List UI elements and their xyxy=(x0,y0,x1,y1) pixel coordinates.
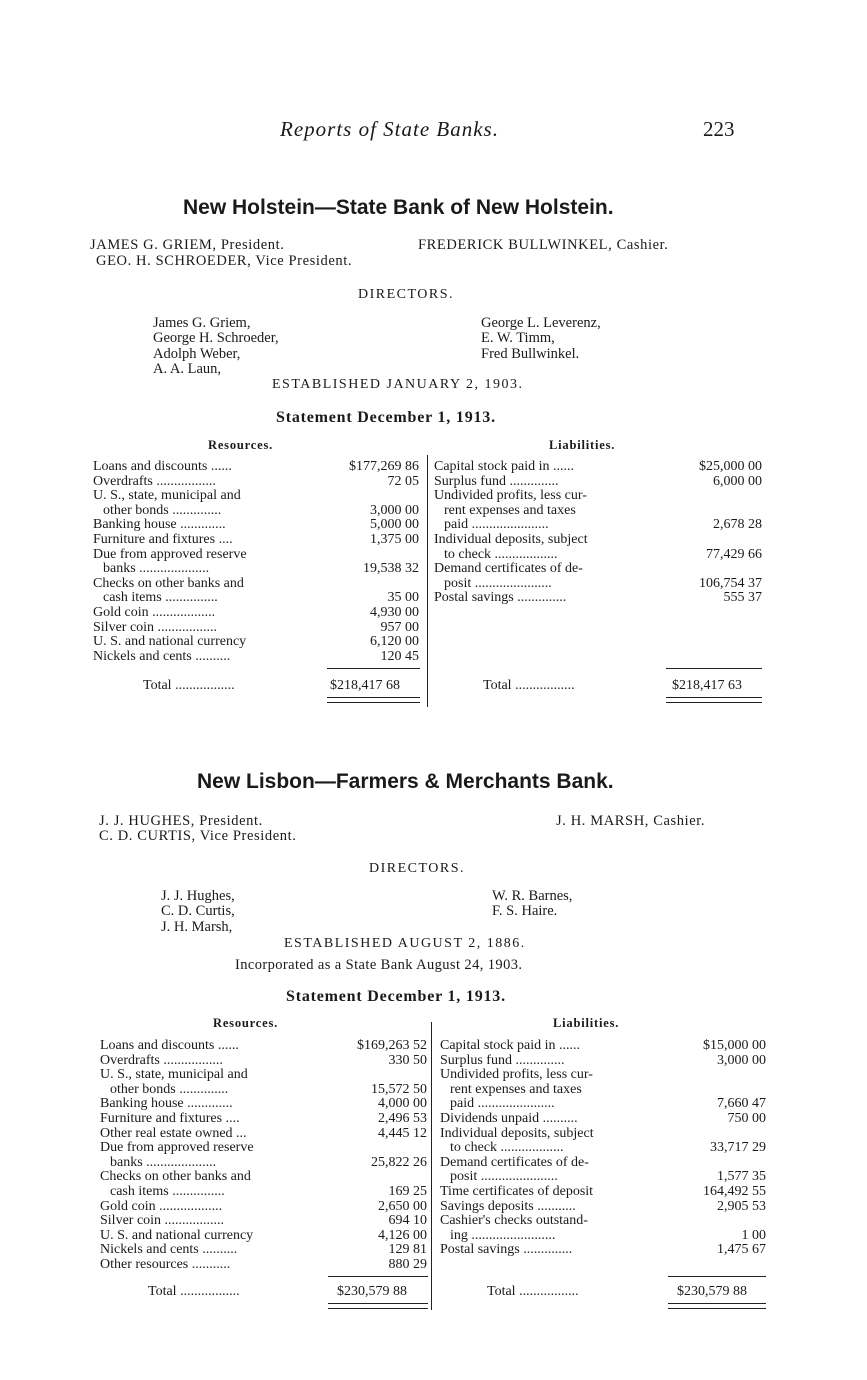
table-row xyxy=(93,504,419,519)
table-row xyxy=(93,591,419,606)
subtotal-rule xyxy=(327,668,420,669)
row-label: posit ...................... xyxy=(450,1169,558,1185)
table-row xyxy=(93,489,419,504)
row-label: rent expenses and taxes xyxy=(444,502,576,518)
table-row xyxy=(434,475,762,490)
table-row xyxy=(434,489,762,504)
row-label: Due from approved reserve xyxy=(93,546,247,562)
table-row xyxy=(440,1112,766,1127)
directors-left xyxy=(161,889,235,935)
bank-title: New Lisbon—Farmers & Merchants Bank. xyxy=(197,770,614,793)
row-amount: 3,000 00 xyxy=(370,502,419,518)
row-amount: $177,269 86 xyxy=(349,459,419,474)
table-row xyxy=(440,1068,766,1083)
table-row xyxy=(100,1068,427,1083)
row-label: Nickels and cents .......... xyxy=(100,1242,238,1258)
table-row xyxy=(93,606,419,621)
row-label: other bonds .............. xyxy=(103,502,222,518)
row-label: Demand certificates of de- xyxy=(434,561,583,577)
row-amount: 880 29 xyxy=(388,1256,427,1272)
table-row xyxy=(100,1156,427,1171)
directors-right xyxy=(481,316,601,362)
row-label: Silver coin ................. xyxy=(93,619,218,635)
row-label: Furniture and fixtures .... xyxy=(100,1110,240,1126)
row-amount: 1 00 xyxy=(741,1227,766,1243)
row-label: Loans and discounts ...... xyxy=(93,459,232,474)
row-label: Checks on other banks and xyxy=(93,575,244,591)
row-amount: 555 37 xyxy=(723,590,762,606)
directors-right xyxy=(492,889,572,920)
row-label: Dividends unpaid .......... xyxy=(440,1110,578,1126)
director-name: E. W. Timm, xyxy=(481,330,555,347)
row-label: Surplus fund .............. xyxy=(434,473,559,489)
row-amount: 957 00 xyxy=(380,619,419,635)
table-row xyxy=(440,1039,766,1054)
table-row xyxy=(93,621,419,636)
resources-table xyxy=(100,1039,427,1273)
table-row xyxy=(93,562,419,577)
column-divider xyxy=(427,455,428,707)
row-label: banks .................... xyxy=(103,561,210,577)
row-label: U. S. and national currency xyxy=(93,634,247,650)
table-row xyxy=(93,518,419,533)
row-amount: 7,660 47 xyxy=(717,1096,766,1112)
table-row xyxy=(100,1214,427,1229)
column-divider xyxy=(431,1022,432,1310)
table-row xyxy=(100,1141,427,1156)
table-row xyxy=(93,460,419,475)
row-amount: 77,429 66 xyxy=(706,546,762,562)
liabilities-total-value: $230,579 88 xyxy=(677,1284,747,1299)
row-label: Capital stock paid in ...... xyxy=(440,1038,580,1053)
row-label: Undivided profits, less cur- xyxy=(440,1067,593,1083)
row-label: Capital stock paid in ...... xyxy=(434,459,574,474)
liabilities-total-label: Total ................. xyxy=(487,1284,579,1299)
table-row xyxy=(434,591,762,606)
cashier: J. H. MARSH, Cashier. xyxy=(556,813,706,829)
director-name: George L. Leverenz, xyxy=(481,315,601,331)
liabilities-table xyxy=(434,460,762,606)
director-name: Fred Bullwinkel. xyxy=(481,345,580,362)
director-name: C. D. Curtis, xyxy=(161,903,235,920)
table-row xyxy=(100,1127,427,1142)
resources-total-value: $218,417 68 xyxy=(330,678,400,693)
row-amount: 1,375 00 xyxy=(370,531,419,547)
table-row xyxy=(440,1054,766,1069)
table-row xyxy=(434,533,762,548)
row-amount: $25,000 00 xyxy=(699,459,762,474)
row-label: rent expenses and taxes xyxy=(450,1081,582,1097)
row-label: Other resources ........... xyxy=(100,1256,231,1272)
table-row xyxy=(100,1258,427,1273)
row-amount: $15,000 00 xyxy=(703,1038,766,1053)
row-amount: 33,717 29 xyxy=(710,1140,766,1156)
row-amount: 120 45 xyxy=(380,648,419,664)
table-row xyxy=(440,1141,766,1156)
established-date: ESTABLISHED JANUARY 2, 1903. xyxy=(272,377,524,392)
row-amount: 35 00 xyxy=(387,590,419,606)
row-label: Overdrafts ................. xyxy=(93,473,216,489)
row-amount: 4,445 12 xyxy=(378,1125,427,1141)
row-label: Other real estate owned ... xyxy=(100,1125,247,1141)
table-row xyxy=(434,460,762,475)
table-row xyxy=(440,1214,766,1229)
table-row xyxy=(100,1083,427,1098)
row-amount: $169,263 52 xyxy=(357,1038,427,1053)
resources-heading: Resources. xyxy=(208,438,274,452)
row-label: ing ........................ xyxy=(450,1227,556,1243)
table-row xyxy=(434,577,762,592)
director-name: F. S. Haire. xyxy=(492,903,558,920)
total-double-rule xyxy=(668,1303,766,1309)
row-label: Silver coin ................. xyxy=(100,1213,225,1229)
total-double-rule xyxy=(327,697,420,703)
row-label: Postal savings .............. xyxy=(434,590,567,606)
row-label: Furniture and fixtures .... xyxy=(93,531,233,547)
row-label: cash items ............... xyxy=(110,1183,225,1199)
row-label: U. S. and national currency xyxy=(100,1227,254,1243)
row-label: Checks on other banks and xyxy=(100,1169,251,1185)
row-label: Gold coin .................. xyxy=(100,1198,223,1214)
table-row xyxy=(100,1170,427,1185)
director-name: J. J. Hughes, xyxy=(161,888,235,904)
row-label: U. S., state, municipal and xyxy=(100,1067,248,1083)
running-header-title: Reports of State Banks. xyxy=(280,117,499,141)
row-amount: 2,905 53 xyxy=(717,1198,766,1214)
row-amount: 694 10 xyxy=(388,1213,427,1229)
row-label: other bonds .............. xyxy=(110,1081,229,1097)
incorporated-date: Incorporated as a State Bank August 24, 1903. xyxy=(235,957,523,973)
row-label: Time certificates of deposit xyxy=(440,1183,594,1199)
resources-total-label: Total ................. xyxy=(143,678,235,693)
row-amount: 19,538 32 xyxy=(363,561,419,577)
table-row xyxy=(100,1185,427,1200)
table-row xyxy=(93,577,419,592)
table-row xyxy=(100,1229,427,1244)
director-name: Adolph Weber, xyxy=(153,345,241,362)
row-amount: 6,000 00 xyxy=(713,473,762,489)
total-double-rule xyxy=(666,697,762,703)
row-amount: 5,000 00 xyxy=(370,517,419,533)
table-row xyxy=(434,504,762,519)
cashier: FREDERICK BULLWINKEL, Cashier. xyxy=(418,237,669,253)
table-row xyxy=(93,635,419,650)
row-amount: 2,650 00 xyxy=(378,1198,427,1214)
row-label: Postal savings .............. xyxy=(440,1242,573,1258)
table-row xyxy=(100,1200,427,1215)
table-row xyxy=(93,533,419,548)
table-row xyxy=(440,1097,766,1112)
row-label: Banking house ............. xyxy=(93,517,226,533)
row-amount: 72 05 xyxy=(387,473,419,489)
table-row xyxy=(93,650,419,665)
row-label: Surplus fund .............. xyxy=(440,1052,565,1068)
row-label: Overdrafts ................. xyxy=(100,1052,223,1068)
row-label: Nickels and cents .......... xyxy=(93,648,231,664)
director-name: George H. Schroeder, xyxy=(153,330,279,347)
table-row xyxy=(440,1083,766,1098)
row-amount: 169 25 xyxy=(388,1183,427,1199)
statement-heading: Statement December 1, 1913. xyxy=(276,409,496,426)
resources-heading: Resources. xyxy=(213,1016,279,1030)
table-row xyxy=(440,1156,766,1171)
row-amount: 2,678 28 xyxy=(713,517,762,533)
vice-president: GEO. H. SCHROEDER, Vice President. xyxy=(96,253,353,269)
table-row xyxy=(100,1112,427,1127)
table-row xyxy=(440,1200,766,1215)
subtotal-rule xyxy=(666,668,762,669)
president: JAMES G. GRIEM, President. xyxy=(90,237,285,253)
table-row xyxy=(100,1097,427,1112)
row-label: Due from approved reserve xyxy=(100,1140,254,1156)
table-row xyxy=(93,475,419,490)
directors-left xyxy=(153,316,279,377)
table-row xyxy=(440,1170,766,1185)
table-row xyxy=(93,548,419,563)
row-label: Loans and discounts ...... xyxy=(100,1038,239,1053)
resources-total-value: $230,579 88 xyxy=(337,1284,407,1299)
page-number: 223 xyxy=(703,117,735,141)
row-label: Cashier's checks outstand- xyxy=(440,1213,588,1229)
table-row xyxy=(434,518,762,533)
row-amount: 4,930 00 xyxy=(370,604,419,620)
president: J. J. HUGHES, President. xyxy=(99,813,263,829)
liabilities-heading: Liabilities. xyxy=(553,1016,620,1030)
row-label: to check .................. xyxy=(444,546,558,562)
liabilities-heading: Liabilities. xyxy=(549,438,616,452)
established-date: ESTABLISHED AUGUST 2, 1886. xyxy=(284,936,526,951)
row-amount: 106,754 37 xyxy=(699,575,762,591)
statement-heading: Statement December 1, 1913. xyxy=(286,988,506,1005)
liabilities-table xyxy=(440,1039,766,1258)
row-label: Individual deposits, subject xyxy=(440,1125,594,1141)
table-row xyxy=(440,1229,766,1244)
row-label: to check .................. xyxy=(450,1140,564,1156)
row-label: paid ...................... xyxy=(444,517,549,533)
row-label: cash items ............... xyxy=(103,590,218,606)
row-amount: 6,120 00 xyxy=(370,634,419,650)
director-name: James G. Griem, xyxy=(153,315,251,331)
subtotal-rule xyxy=(328,1276,428,1277)
table-row xyxy=(440,1243,766,1258)
row-amount: 129 81 xyxy=(388,1242,427,1258)
row-amount: 164,492 55 xyxy=(703,1183,766,1199)
row-amount: 2,496 53 xyxy=(378,1110,427,1126)
table-row xyxy=(434,548,762,563)
director-name: J. H. Marsh, xyxy=(161,918,233,935)
liabilities-total-label: Total ................. xyxy=(483,678,575,693)
row-label: banks .................... xyxy=(110,1154,217,1170)
row-label: Demand certificates of de- xyxy=(440,1154,589,1170)
row-amount: 3,000 00 xyxy=(717,1052,766,1068)
row-label: posit ...................... xyxy=(444,575,552,591)
directors-heading: DIRECTORS. xyxy=(358,287,455,302)
row-label: Banking house ............. xyxy=(100,1096,233,1112)
row-amount: 1,577 35 xyxy=(717,1169,766,1185)
row-amount: 25,822 26 xyxy=(371,1154,427,1170)
row-amount: 15,572 50 xyxy=(371,1081,427,1097)
resources-total-label: Total ................. xyxy=(148,1284,240,1299)
table-row xyxy=(100,1039,427,1054)
director-name: W. R. Barnes, xyxy=(492,888,573,904)
row-label: U. S., state, municipal and xyxy=(93,488,241,504)
row-label: Gold coin .................. xyxy=(93,604,216,620)
bank-title: New Holstein—State Bank of New Holstein. xyxy=(183,196,614,219)
row-amount: 4,000 00 xyxy=(378,1096,427,1112)
row-amount: 1,475 67 xyxy=(717,1242,766,1258)
resources-table xyxy=(93,460,419,664)
table-row xyxy=(100,1054,427,1069)
table-row xyxy=(440,1127,766,1142)
directors-heading: DIRECTORS. xyxy=(369,861,466,876)
liabilities-total-value: $218,417 63 xyxy=(672,678,742,693)
row-label: Undivided profits, less cur- xyxy=(434,488,587,504)
table-row xyxy=(100,1243,427,1258)
table-row xyxy=(440,1185,766,1200)
row-amount: 330 50 xyxy=(388,1052,427,1068)
subtotal-rule xyxy=(668,1276,766,1277)
total-double-rule xyxy=(328,1303,428,1309)
vice-president: C. D. CURTIS, Vice President. xyxy=(99,828,297,844)
director-name: A. A. Laun, xyxy=(153,360,222,377)
table-row xyxy=(434,562,762,577)
row-amount: 4,126 00 xyxy=(378,1227,427,1243)
row-label: Savings deposits ........... xyxy=(440,1198,576,1214)
row-label: paid ...................... xyxy=(450,1096,555,1112)
row-label: Individual deposits, subject xyxy=(434,531,588,547)
row-amount: 750 00 xyxy=(727,1110,766,1126)
